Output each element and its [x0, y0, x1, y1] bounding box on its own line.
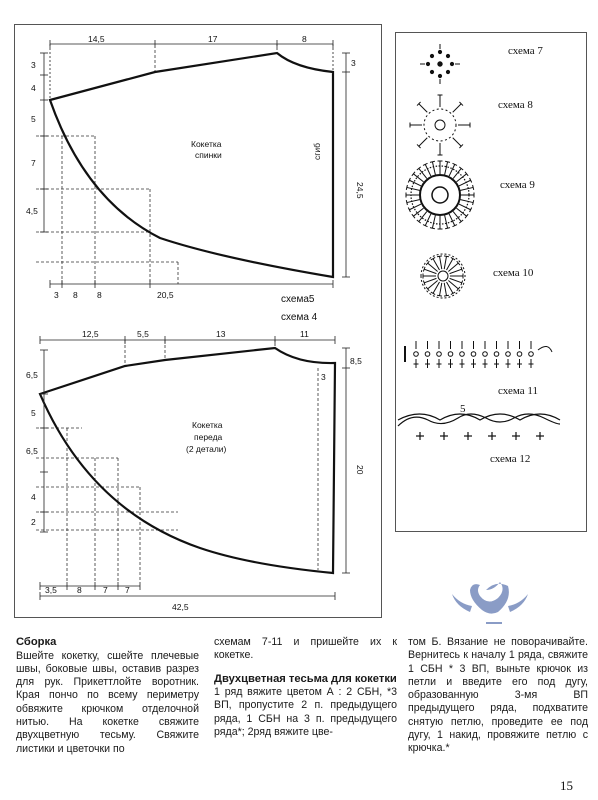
front-left-dim-5: 2	[31, 517, 36, 527]
front-right-dim-3: 20	[355, 465, 365, 475]
back-bottom-dim-1: 3	[54, 290, 59, 300]
scheme-7-label: схема 7	[508, 45, 543, 57]
front-bottom-dim-2: 8	[77, 585, 82, 595]
fold-label: сгиб	[312, 143, 322, 160]
back-top-dim-3: 8	[302, 34, 307, 44]
front-bottom-dim-3: 7	[103, 585, 108, 595]
back-left-dim-2: 4	[31, 83, 36, 93]
scheme-11-diagram	[405, 341, 552, 368]
front-top-dim-3: 13	[216, 329, 226, 339]
front-top-dim-1: 12,5	[82, 329, 99, 339]
page-number: 15	[560, 778, 573, 793]
front-right-dim-2: 3	[321, 372, 326, 382]
back-bottom-dim-2: 8	[73, 290, 78, 300]
front-yoke-label-2: переда	[194, 432, 223, 442]
ribbon-text: 1 ряд вяжите цветом А : 2 СБН, *3 ВП, пропустите 2 п. предыдущего ряда, 1 СБН на 3 п. предыдущего ряда*; 2ряд вяжите цве-	[214, 686, 397, 738]
back-top-dim-2: 17	[208, 34, 218, 44]
continuation-column	[408, 636, 588, 756]
ribbon-heading: Двухцветная тесьма для кокетки	[214, 672, 397, 685]
back-bottom-dim-3: 8	[97, 290, 102, 300]
front-yoke-label-1: Кокетка	[192, 420, 223, 430]
back-left-dim-4: 7	[31, 158, 36, 168]
front-left-dim-4: 4	[31, 492, 36, 502]
back-left-dim-5: 4,5	[26, 206, 38, 216]
front-top-dim-4: 11	[300, 329, 309, 339]
scheme-8-label: схема 8	[498, 99, 533, 111]
front-left-dim-3: 6,5	[26, 446, 38, 456]
back-right-dim-2: 24,5	[355, 182, 365, 199]
scheme-9-label: схема 9	[500, 179, 535, 191]
back-right-dim-1: 3	[351, 58, 356, 68]
ribbon-column	[214, 636, 397, 739]
caption-schema4: схема 4	[281, 312, 318, 323]
assembly-text: Вшейте кокетку, сшейте плечевые швы, боковые швы, оставив разрез для рук. Прикеттлойте воротник. Края пончо по всему периметру обвяжите крючком отделочной нитью. На кокетке свяжите двухцветную тесьму. Свяжите листики и цветочки по	[16, 649, 199, 755]
back-yoke-pattern	[26, 34, 365, 300]
back-yoke-label-1: Кокетка	[191, 139, 222, 149]
back-yoke-label-2: спинки	[195, 150, 222, 160]
front-left-dim-2: 5	[31, 408, 36, 418]
assembly-column	[16, 636, 199, 756]
front-yoke-pattern	[26, 329, 365, 612]
swan-logo	[452, 582, 528, 624]
front-total-width: 42,5	[172, 602, 189, 612]
ribbon-intro: схемам 7-11 и пришейте их к кокетке.	[214, 636, 397, 662]
front-bottom-dim-4: 7	[125, 585, 130, 595]
front-right-dim-1: 8,5	[350, 356, 362, 366]
back-left-dim-1: 3	[31, 60, 36, 70]
front-yoke-label-3: (2 детали)	[186, 444, 227, 454]
scheme-10-label: схема 10	[493, 267, 534, 279]
back-top-dim-1: 14,5	[88, 34, 105, 44]
back-left-dim-3: 5	[31, 114, 36, 124]
front-bottom-dim-1: 3,5	[45, 585, 57, 595]
back-bottom-dim-4: 20,5	[157, 290, 174, 300]
continuation-text: том Б. Вязание не поворачивайте. Вернитесь к началу 1 ряда, свяжите 1 СБН * 3 ВП, выньте крючок из петли и введите его под дугу, образованную 3-мя ВП предыдущего ряда, подхватите снятую петлю, проведите ее под дугу, 1 накид, провяжите петлю с крючка.*	[408, 636, 588, 755]
scheme-12-label: схема 12	[490, 453, 531, 465]
scheme-8-diagram	[410, 95, 470, 155]
front-top-dim-2: 5,5	[137, 329, 149, 339]
front-left-dim-1: 6,5	[26, 370, 38, 380]
scheme-12-diagram	[398, 414, 560, 440]
caption-schema5: схема5	[281, 294, 315, 305]
scheme-12-number: 5	[460, 403, 466, 415]
assembly-heading: Сборка	[16, 636, 57, 648]
scheme-9-diagram	[406, 161, 474, 229]
scheme-11-label: схема 11	[498, 385, 538, 397]
scheme-10-diagram	[421, 254, 465, 298]
scheme-7-diagram	[420, 44, 460, 84]
